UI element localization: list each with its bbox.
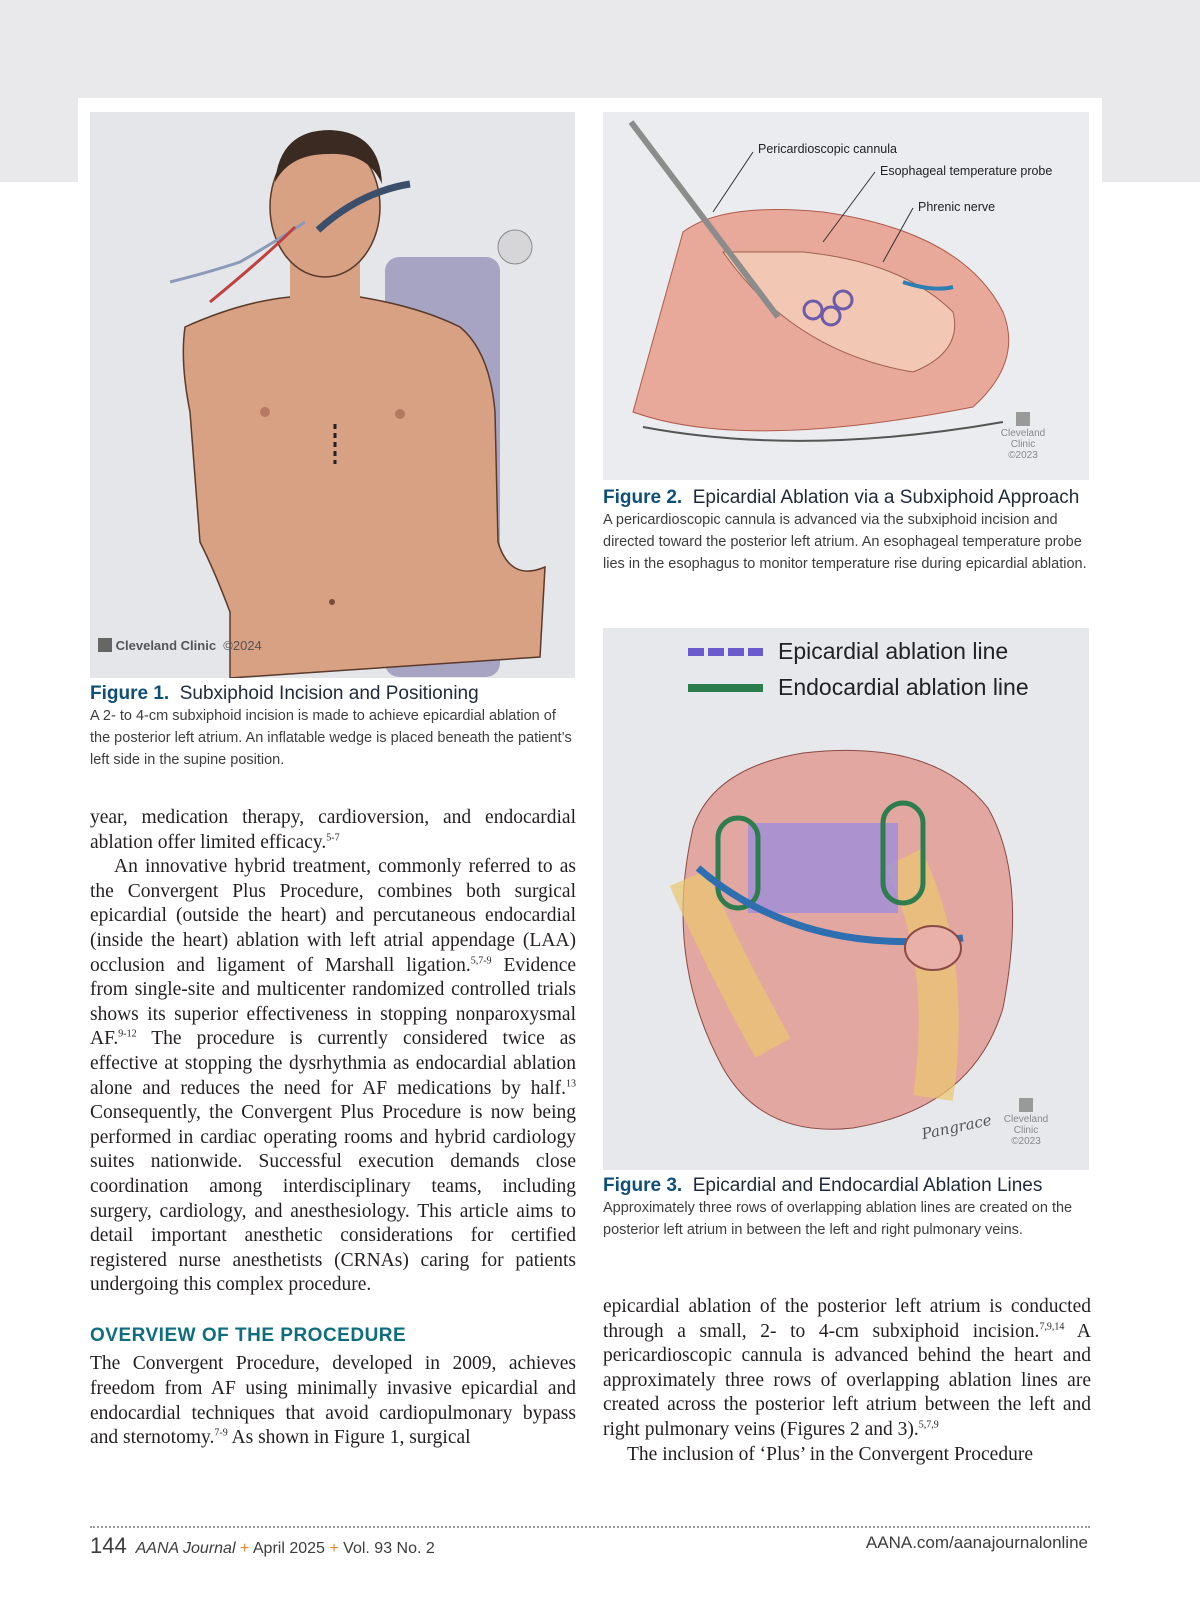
figure-2-title: Epicardial Ablation via a Subxiphoid Approach: [692, 487, 1080, 508]
figure-2-caption: [603, 487, 1091, 575]
figure-1-credit: [98, 638, 262, 653]
paragraph: The Convergent Procedure, developed in 2009, achieves freedom from AF using minimally invasive epicardial and endocardial techniques that avoid cardiopulmonary bypass and sternotomy.$^{7-9}$ As shown in Figure 1, surgical: [90, 1353, 576, 1449]
credit-year: ©2023: [1008, 450, 1038, 461]
figure-2-caption-text: A pericardioscopic cannula is advanced via the subxiphoid incision and directed toward the posterior left atrium. An esophageal temperature probe lies in the esophagus to monitor temperature rise during epicardial ablation.: [603, 512, 1087, 572]
figure-3-caption-text: Approximately three rows of overlapping ablation lines are created on the posterior left atrium in between the left and right pulmonary veins.: [603, 1200, 1073, 1238]
journal-url[interactable]: AANA.com/aanajournalonline: [865, 1533, 1088, 1552]
heart-ablation-illustration: [603, 628, 1089, 1170]
issue-date: April 2025: [252, 1540, 325, 1557]
label-phrenic-nerve: Phrenic nerve: [918, 200, 996, 214]
figure-2-credit: [998, 412, 1048, 461]
credit-year: ©2024: [223, 638, 262, 653]
volume-info: Vol. 93 No. 2: [343, 1540, 435, 1557]
legend-epicardial-label: Epicardial ablation line: [778, 638, 1009, 664]
separator-plus-icon: +: [239, 1540, 250, 1557]
credit-name: Cleveland Clinic: [115, 638, 217, 653]
paragraph: epicardial ablation of the posterior left atrium is conducted through a small, 2- to 4-cm subxiphoid incision.$^{7,9,14}$ A pericardioscopic cannula is advanced behind the heart and approximately three rows of overlapping ablation lines are created across the posterior left atrium between the left and right pulmonary veins (Figures 2 and 3).$^{5,7,9}$: [603, 1296, 1091, 1440]
journal-name: AANA Journal: [135, 1540, 236, 1557]
artist-signature: Pangrace: [919, 1110, 994, 1144]
figure-3-caption: [603, 1175, 1091, 1241]
legend-endocardial-label: Endocardial ablation line: [778, 674, 1029, 700]
nipple-right: [395, 409, 405, 419]
figure-2-illustration: [603, 112, 1089, 480]
vessel-opening: [905, 926, 961, 970]
figure-1-caption-text: A 2- to 4-cm subxiphoid incision is made to achieve epicardial ablation of the posterior left atrium. An inflatable wedge is placed beneath the patient’s left side in the supine position.: [90, 708, 572, 768]
label-pericardioscopic-cannula: Pericardioscopic cannula: [758, 142, 897, 156]
footer-divider: [90, 1526, 1090, 1528]
line-tubing-red: [210, 227, 295, 302]
left-column-text: [90, 806, 576, 1451]
label-esophageal-probe: Esophageal temperature probe: [880, 164, 1053, 178]
credit-line: Clinic: [1013, 1125, 1039, 1136]
figure-3-title: Epicardial and Endocardial Ablation Lines: [692, 1175, 1043, 1196]
section-heading: OVERVIEW OF THE PROCEDURE: [90, 1324, 407, 1346]
leader-line: [713, 152, 753, 212]
navel: [329, 599, 335, 605]
figure-2-label: Figure 2.: [603, 487, 683, 508]
inflation-bulb: [498, 230, 532, 264]
paragraph: The inclusion of ‘Plus’ in the Convergent Procedure: [627, 1443, 1033, 1465]
figure-1-caption: [90, 683, 575, 771]
paragraph: year, medication therapy, cardioversion, and endocardial ablation offer limited efficacy.$^{5-7}$: [90, 807, 576, 853]
figure-3-illustration: [603, 628, 1089, 1170]
footer-left: [90, 1533, 435, 1559]
cleveland-clinic-logo-icon: [1019, 1098, 1033, 1112]
nipple-left: [260, 407, 270, 417]
credit-line: Clinic: [1010, 439, 1036, 450]
figure-1-title: Subxiphoid Incision and Positioning: [179, 683, 479, 704]
cleveland-clinic-logo-icon: [1016, 412, 1030, 426]
figure-1-illustration: [90, 112, 575, 678]
cleveland-clinic-logo-icon: [98, 638, 112, 652]
separator-plus-icon: +: [329, 1540, 339, 1557]
paragraph: An innovative hybrid treatment, commonly referred to as the Convergent Plus Procedure, combines both surgical epicardial (outside the heart) and percutaneous endocardial (inside the heart) ablation with left atrial appendage (LAA) occlusion and ligament of Marshall ligation.$^{5,7-9}$ Evidence from single-site and multicenter randomized controlled trials shows its superior effectiveness in stopping nonparoxysmal AF.$^{9-12}$ The procedure is currently considered twice as effective at stopping the dysrhythmia as endocardial ablation alone and reduces the need for AF medications by half.$^{13}$ Consequently, the Convergent Plus Procedure is now being performed in cardiac operating rooms and hybrid cardiology suites nationwide. Successful execution demands close coordination among interdisciplinary teams, including surgery, cardiology, and anesthesiology. This article aims to detail important anesthetic considerations for certified registered nurse anesthetists (CRNAs) caring for patients undergoing this complex procedure.: [90, 856, 577, 1296]
right-column-text: [603, 1295, 1091, 1467]
page-number: 144: [90, 1533, 127, 1558]
figure-1-label: Figure 1.: [90, 683, 170, 704]
figure-3-credit: [1001, 1098, 1051, 1147]
credit-year: ©2023: [1011, 1136, 1041, 1147]
credit-line: Cleveland: [1000, 428, 1046, 439]
figure-3-label: Figure 3.: [603, 1175, 683, 1196]
ablation-lines-region: [748, 823, 898, 913]
patient-illustration: [90, 112, 575, 678]
credit-line: Cleveland: [1003, 1114, 1049, 1125]
